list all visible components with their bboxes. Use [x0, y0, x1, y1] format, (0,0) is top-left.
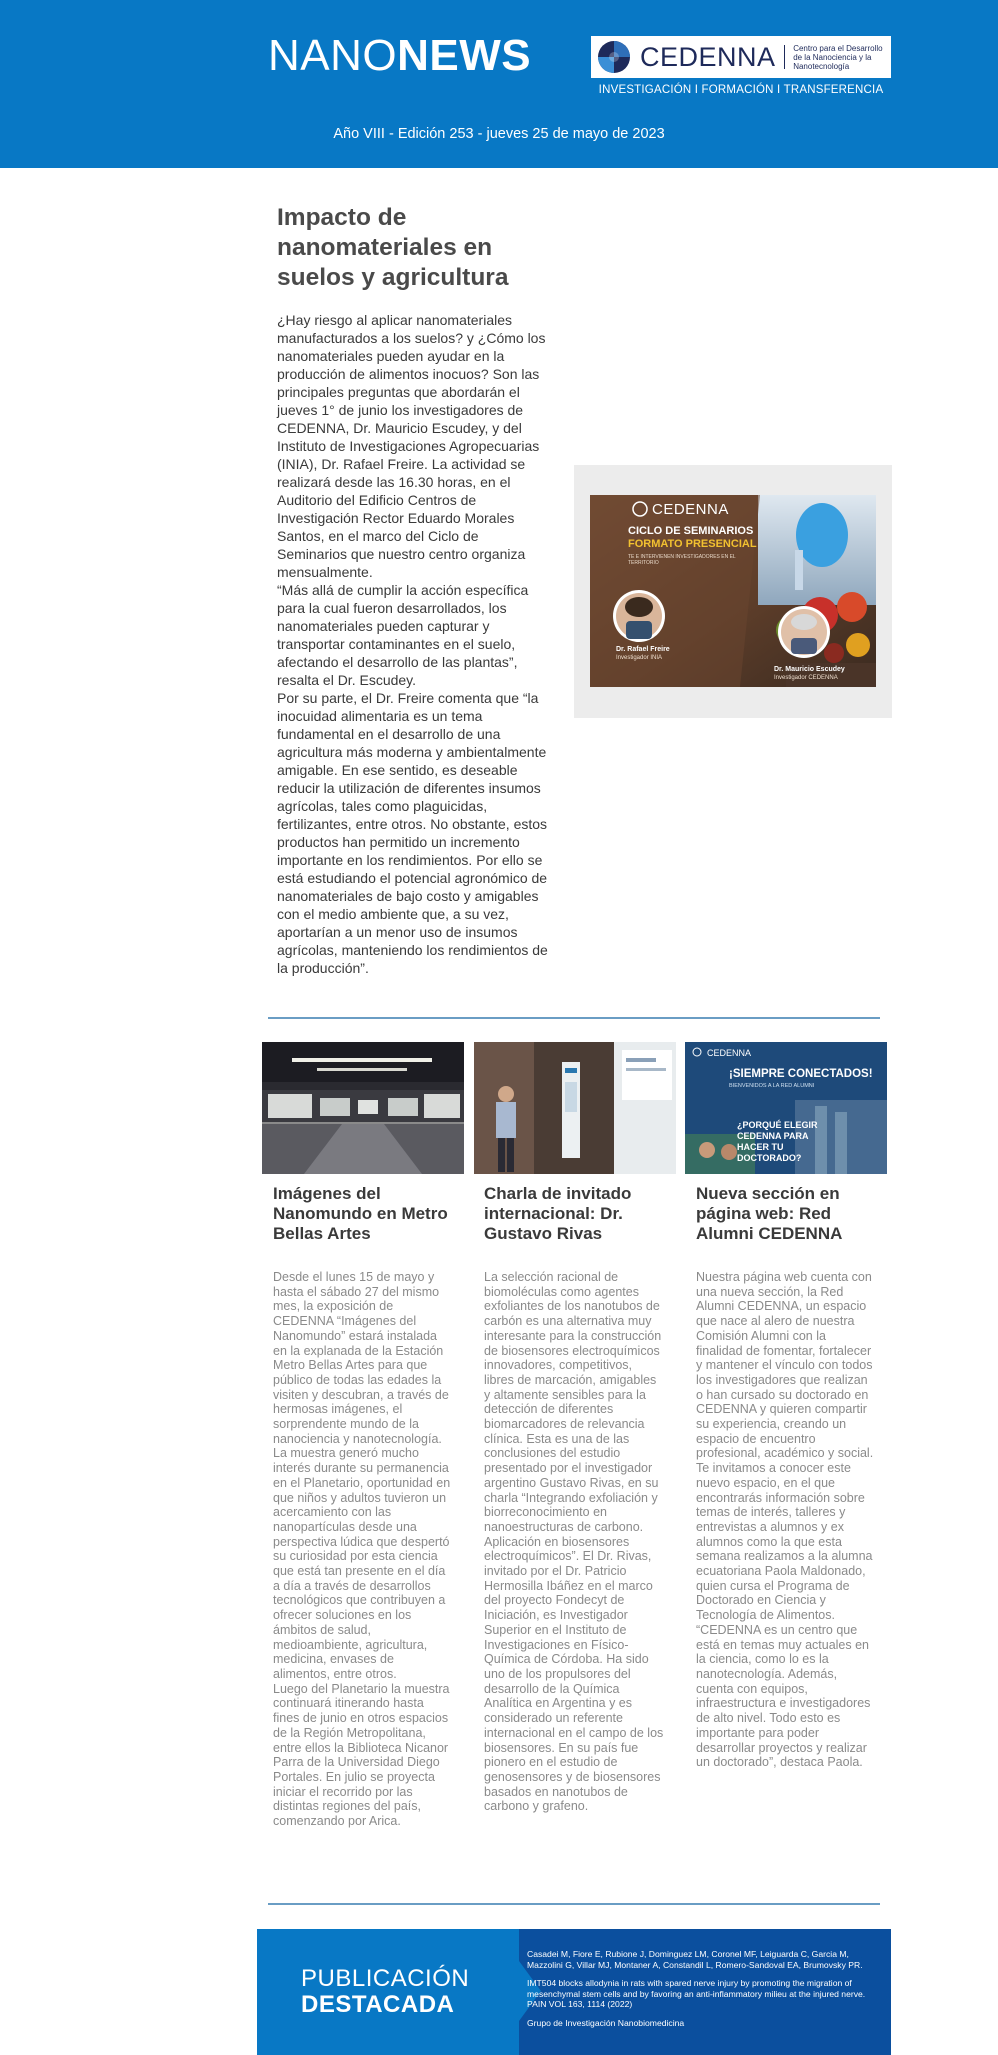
card-title-alumni[interactable]: Nueva sección en página web: Red Alumni CEDENNA	[696, 1184, 843, 1243]
alumni-banner-subhead: BIENVENIDOS A LA RED ALUMNI	[729, 1083, 815, 1089]
logo-separator	[784, 45, 786, 69]
card-body-rivas	[484, 1270, 664, 1830]
featured-publication[interactable]	[257, 1929, 891, 2055]
card-title-metro[interactable]: Imágenes del Nanomundo en Metro Bellas Artes	[273, 1184, 448, 1243]
poster-line1: CICLO DE SEMINARIOS	[628, 525, 754, 537]
card-image-metro[interactable]	[262, 1042, 464, 1174]
publication-label-bottom: DESTACADA	[301, 1991, 455, 2018]
main-article-paragraph: Por su parte, el Dr. Freire comenta que “la inocuidad alimentaria es un tema fundamental en el desarrollo de una agricultura más moderna y ambientalmente amigable. En ese sentido, es deseable reducir la utilización de diferentes insumos agrícolas, tales como plaguicidas, fertilizantes, entre otros. No obstante, estos productos han permitido un incremento importante en los rendimientos. Por ello se está estudiando el potencial agronómico de nanomateriales de bajo costo y amigables con el medio ambiente que, a su vez, aportarían a un menor uso de insumos agrícolas, manteniendo los rendimientos de la producción”.	[277, 690, 548, 976]
poster-brand: CEDENNA	[652, 501, 729, 518]
card-paragraph: Luego del Planetario la muestra continuará itinerando hasta fines de junio en otros espacios de la Región Metropolitana, entre ellos la Biblioteca Nicanor Parra de la Universidad Diego Portales. En julio se proyecta iniciar el recorrido por las distintas regiones del país, comenzando por Arica.	[273, 1681, 450, 1829]
main-article-paragraph: “Más allá de cumplir la acción específica para la cual fueron desarrollados, los nanomateriales pueden capturar y transportar contaminantes en el suelo, afectando el desarrollo de las plantas”, resalta el Dr. Escudey.	[277, 582, 529, 688]
alumni-banner-question: ¿PORQUÉ ELEGIR CEDENNA PARA HACER TU DOCTORADO?	[737, 1120, 818, 1163]
publication-label-box	[257, 1929, 519, 2055]
alumni-banner-brand: CEDENNA	[707, 1048, 752, 1058]
poster-person2-role: Investigador CEDENNA	[774, 675, 838, 681]
poster-person2-name: Dr. Mauricio Escudey	[774, 666, 845, 673]
poster-line2: FORMATO PRESENCIAL	[628, 538, 757, 550]
cedenna-wordmark: CEDENNA	[640, 42, 776, 72]
cedenna-logo[interactable]	[591, 36, 891, 78]
seminar-poster[interactable]	[590, 495, 876, 687]
seminar-image-panel	[574, 465, 892, 718]
card-body-metro	[273, 1270, 453, 1830]
rivas-photo	[474, 1042, 676, 1174]
publication-group: Grupo de Investigación Nanobiomedicina	[527, 2017, 685, 2028]
poster-person1-name: Dr. Rafael Freire	[616, 646, 670, 653]
main-article-paragraph: ¿Hay riesgo al aplicar nanomateriales manufacturados a los suelos? y ¿Cómo los nanomateriales pueden ayudar en la producción de alimentos inocuos? Son las principales preguntas que abordarán el jueves 1° de junio los investigadores de CEDENNA, Dr. Mauricio Escudey, y del Instituto de Investigaciones Agropecuarias (INIA), Dr. Rafael Freire. La actividad se realizará desde las 16.30 horas, en el Auditorio del Edificio Centros de Investigación Rector Eduardo Morales Santos, en el marco del Ciclo de Seminarios que nuestro centro organiza mensualmente.	[277, 312, 546, 580]
publication-authors: Casadei M, Fiore E, Rubione J, Dominguez LM, Coronel MF, Leiguarda C, Garcia M, Mazzolini G, Villar MJ, Montaner A, Constandil L, Romero-Sandoval EA, Brumovsky PR.	[527, 1949, 863, 1970]
edition-line: Año VIII - Edición 253 - jueves 25 de mayo de 2023	[333, 126, 665, 142]
poster-subline: TE E INTERVIENEN INVESTIGADORES EN EL TERRITORIO	[628, 554, 736, 566]
publication-label-top: PUBLICACIÓN	[301, 1965, 470, 1992]
metro-photo	[262, 1042, 464, 1174]
nanonews-logo[interactable]: NANONEWS	[268, 31, 532, 80]
section-divider	[268, 1903, 880, 1905]
card-image-rivas[interactable]	[474, 1042, 676, 1174]
card-paragraph: Nuestra página web cuenta con una nueva sección, la Red Alumni CEDENNA, un espacio que nace al alero de nuestra Comisión Alumni con la finalidad de fomentar, fortalecer y mantener el vínculo con todos los investigadores que realizan o han cursado su doctorado en CEDENNA y quieren compartir su experiencia, creando un espacio de encuentro profesional, académico y social.	[696, 1270, 874, 1461]
main-article-title[interactable]: Impacto de nanomateriales en suelos y agricultura	[277, 204, 509, 291]
tagline: INVESTIGACIÓN I FORMACIÓN I TRANSFERENCIA	[598, 84, 884, 96]
cedenna-emblem-icon	[597, 40, 631, 74]
card-paragraph: Te invitamos a conocer este nuevo espacio, en el que encontrarás información sobre temas de interés, talleres y entrevistas a alumnos y ex alumnos como la que esta semana realizamos a la alumna ecuatoriana Paola Maldonado, quien cursa el Programa de Doctorado en Ciencia y Tecnología de Alimentos. “CEDENNA es un centro que está en temas muy actuales en la ciencia, como lo es la nanotecnología. Además, cuenta con equipos, infraestructura e investigadores de alto nivel. Todo esto es importante para poder desarrollar proyectos y realizar un doctorado”, destaca Paola.	[696, 1461, 873, 1770]
section-divider	[268, 1017, 880, 1019]
card-paragraph: La selección racional de biomoléculas como agentes exfoliantes de los nanotubos de carbón es una alternativa muy interesante para la construcción de biosensores electroquímicos innovadores, competitivos, libres de marcación, amigables y altamente sensibles para la detección de diferentes biomarcadores de relevancia clínica. Esta es una de las conclusiones del estudio presentado por el investigador argentino Gustavo Rivas, en su charla “Integrando exfoliación y biorreconocimiento en nanoestructuras de carbono. Aplicación en biosensores electroquímicos”. El Dr. Rivas, invitado por el Dr. Patricio Hermosilla Ibáñez en el marco del proyecto Fondecyt de Iniciación, es Investigador Superior en el Instituto de Investigaciones en Físico-Química de Córdoba. Ha sido uno de los propulsores del desarrollo de la Química Analítica en Argentina y es considerado un referente internacional en el campo de los biosensores. En su país fue pionero en el estudio de genosensores y de biosensores basados en nanotubos de carbono y grafeno.	[484, 1270, 664, 1814]
publication-text	[527, 1949, 879, 2036]
card-paragraph: Desde el lunes 15 de mayo y hasta el sábado 27 del mismo mes, la exposición de CEDENNA “Imágenes del Nanomundo” estará instalada en la explanada de la Estación Metro Bellas Artes para que público de todas las edades la visiten y descubran, a través de hermosas imágenes, el sorprendente mundo de la nanociencia y nanotecnología. La muestra generó mucho interés durante su permanencia en el Planetario, oportunidad en que niños y adultos tuvieron un acercamiento con las nanopartículas desde una perspectiva lúdica que despertó su curiosidad por esta ciencia que está tan presente en el día a día a través de desarrollos tecnológicos que contribuyen a ofrecer soluciones en los ámbitos de salud, medioambiente, agricultura, medicina, envases de alimentos, entre otros.	[273, 1270, 451, 1681]
poster-person1-role: Investigador INIA	[616, 655, 663, 661]
alumni-banner-headline: ¡SIEMPRE CONECTADOS!	[729, 1068, 873, 1080]
card-body-alumni	[696, 1270, 874, 1786]
publication-citation: IMT504 blocks allodynia in rats with spared nerve injury by promoting the migration of mesenchymal stem cells and by favoring an anti-inflammatory milieu at the injured nerve. PAIN VOL 163, 1114 (2022)	[527, 1978, 866, 2009]
main-article-body	[277, 311, 551, 977]
card-title-rivas[interactable]: Charla de invitado internacional: Dr. Gustavo Rivas	[484, 1184, 632, 1243]
cedenna-description: Centro para el Desarrollo de la Nanociencia y la Nanotecnología	[793, 43, 883, 71]
card-image-alumni[interactable]	[685, 1042, 887, 1174]
newsletter-header	[0, 0, 998, 168]
